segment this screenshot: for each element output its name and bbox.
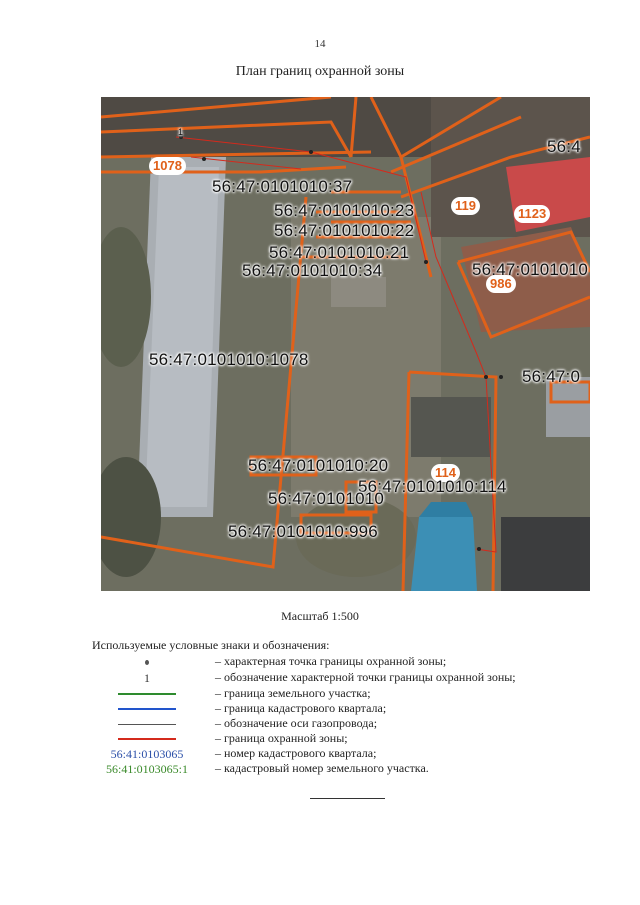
point-marker-label: 1 (178, 127, 184, 137)
page-number: 14 (314, 38, 326, 50)
legend-item (92, 701, 612, 717)
lot-tag: 1123 (514, 205, 550, 223)
legend-desc: – кадастровый номер земельного участка. (215, 761, 429, 775)
legend-desc: – характерная точка границы охранной зоны; (215, 654, 447, 668)
page-title: План границ охранной зоны (235, 64, 405, 79)
cadastral-label: 56:47:0101010:21 (269, 243, 410, 262)
cadastral-label: 56:47:0101010:23 (274, 201, 415, 220)
scale-label: Масштаб 1:500 (281, 609, 359, 623)
legend-item (92, 761, 612, 777)
cadastral-label: 56:47:0101010:1078 (149, 350, 309, 369)
cadastral-label: 56:47:0101010:20 (248, 456, 389, 475)
legend-desc: – граница земельного участка; (215, 686, 371, 700)
lot-tag: 119 (451, 197, 480, 215)
legend-symbol: 1 (144, 670, 150, 685)
gray-line-icon (118, 724, 176, 725)
legend-item (92, 746, 612, 762)
cadastral-label: 56:47:0101010 (472, 260, 589, 279)
legend-symbol: 56:41:0103065 (110, 746, 184, 761)
legend-symbol: 56:41:0103065:1 (105, 761, 188, 776)
green-line-icon (118, 693, 176, 695)
blue-line-icon (118, 708, 176, 710)
characteristic-point-icon (92, 654, 202, 670)
legend-desc: – обозначение оси газопровода; (215, 716, 378, 730)
legend-desc: – граница кадастрового квартала; (215, 701, 387, 715)
legend-item (92, 670, 612, 686)
lot-tag: 114 (431, 464, 460, 482)
end-rule (310, 798, 385, 799)
cadastral-label: 56:47:0 (522, 367, 581, 386)
legend-desc: – номер кадастрового квартала; (215, 746, 377, 760)
lot-tag: 986 (486, 275, 516, 293)
cadastral-label: 56:47:0101010:996 (228, 522, 378, 541)
cadastral-label: 56:47:0101010:37 (212, 177, 353, 196)
cadastral-label: 56:47:0101010:22 (274, 221, 415, 240)
red-line-icon (118, 738, 176, 740)
cadastral-label: 56:47:0101010:34 (242, 261, 383, 280)
cadastral-label: 56:47:0101010:114 (358, 477, 507, 496)
legend-item (92, 716, 612, 732)
legend-title: Используемые условные знаки и обозначения: (92, 638, 330, 652)
aerial-map (101, 97, 590, 591)
legend-desc: – обозначение характерной точки границы охранной зоны; (215, 670, 516, 684)
legend-desc: – граница охранной зоны; (215, 731, 348, 745)
cadastral-label: 56:4 (547, 137, 581, 156)
lot-tag: 1078 (149, 157, 186, 175)
legend-item (92, 654, 612, 670)
cadastral-label: 56:47:0101010 (268, 489, 385, 508)
legend-item (92, 686, 612, 702)
legend-item (92, 731, 612, 747)
